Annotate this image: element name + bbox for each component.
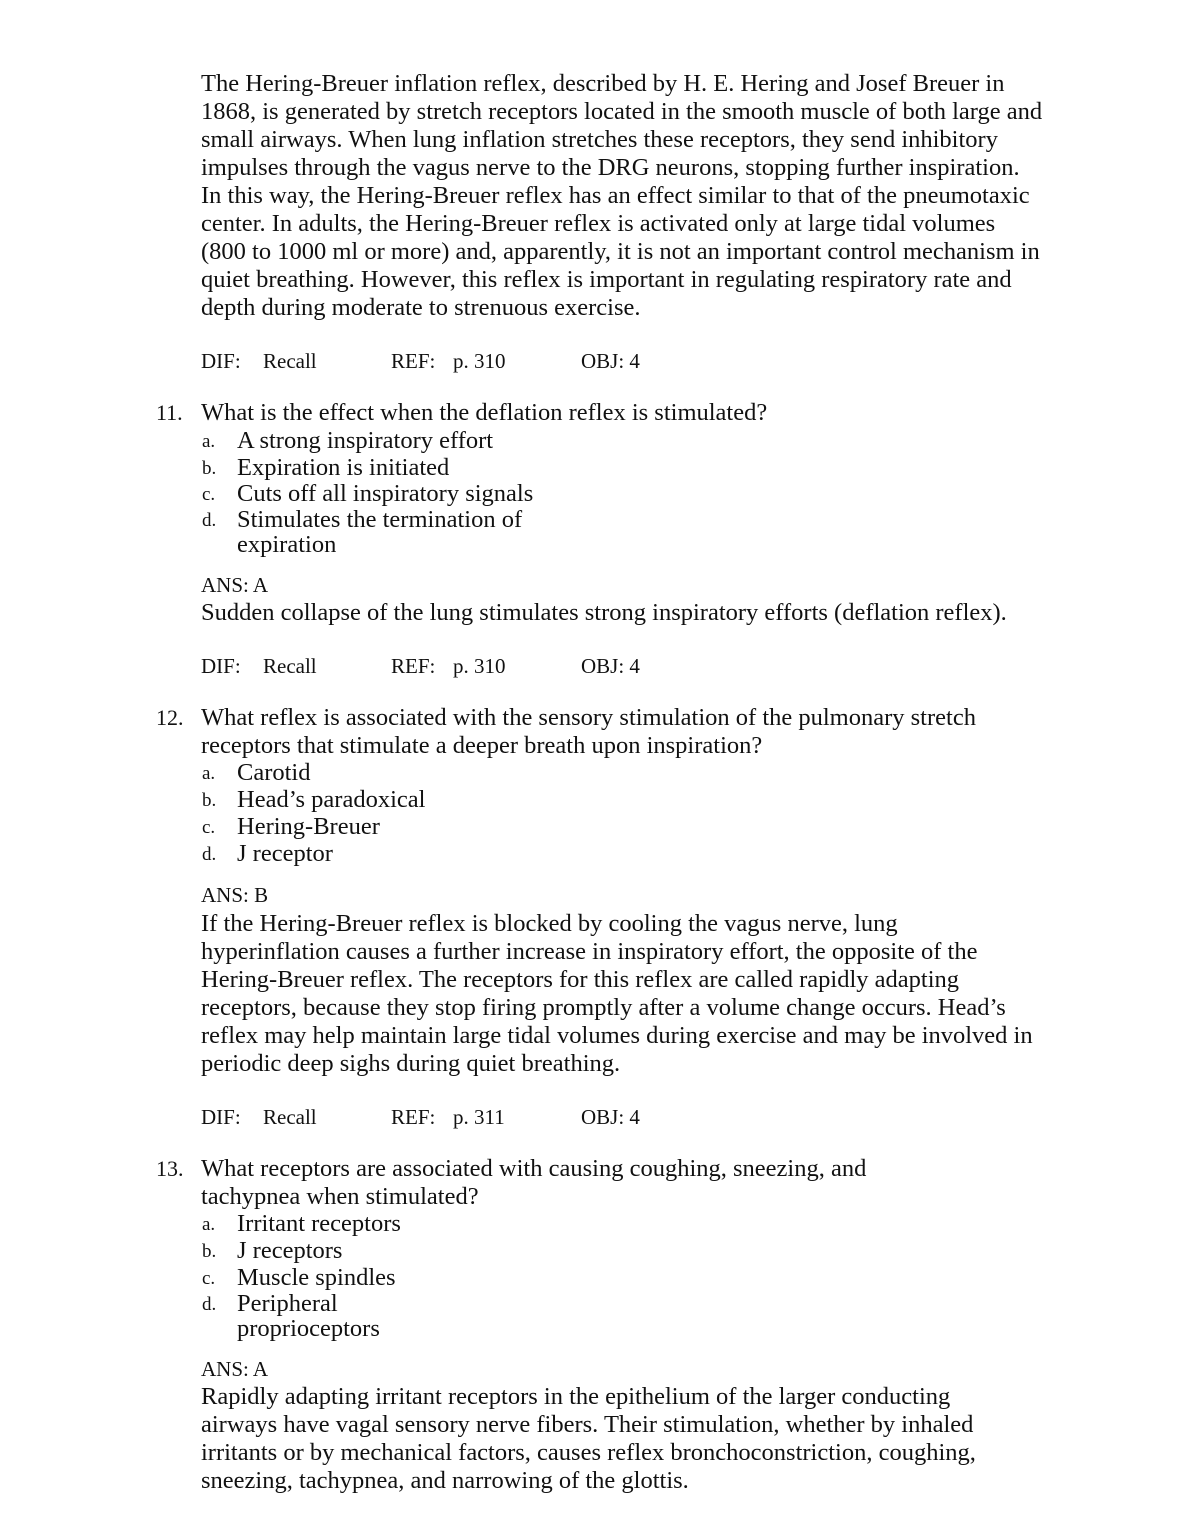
option-letter: a. [202, 763, 216, 784]
option-c: Cuts off all inspiratory signals [237, 480, 534, 507]
option-a: A strong inspiratory effort [237, 427, 494, 454]
rationale-line: reflex may help maintain large tidal volumes during exercise and may be involved in [201, 1022, 1033, 1049]
option-c: Muscle spindles [237, 1264, 396, 1291]
text-line: impulses through the vagus nerve to the DRG neurons, stopping further inspiration. [201, 154, 1020, 181]
ref-value: p. 310 [453, 349, 506, 373]
dif-value: Recall [263, 654, 317, 678]
question-number: 11. [156, 400, 183, 425]
rationale-line: irritants or by mechanical factors, causes reflex bronchoconstriction, coughing, [201, 1439, 976, 1466]
rationale-line: receptors, because they stop firing promptly after a volume change occurs. Head’s [201, 994, 1006, 1021]
rationale-line: If the Hering-Breuer reflex is blocked by cooling the vagus nerve, lung [201, 910, 898, 937]
answer: ANS: A [201, 1357, 269, 1381]
option-b: Expiration is initiated [237, 454, 450, 481]
question-text: What is the effect when the deflation reflex is stimulated? [201, 399, 768, 426]
option-d: Stimulates the termination of [237, 506, 523, 533]
option-a: Carotid [237, 759, 311, 786]
ref-label: REF: [391, 349, 436, 373]
answer: ANS: A [201, 573, 269, 597]
text-line: quiet breathing. However, this reflex is important in regulating respiratory rate and [201, 266, 1012, 293]
option-d: J receptor [237, 840, 333, 867]
option-letter: a. [202, 431, 216, 452]
dif-label: DIF: [201, 654, 241, 678]
option-c: Hering-Breuer [237, 813, 380, 840]
option-letter: b. [202, 790, 217, 811]
question-text: receptors that stimulate a deeper breath upon inspiration? [201, 732, 763, 759]
option-d: Peripheral [237, 1290, 338, 1317]
rationale-line: airways have vagal sensory nerve fibers. Their stimulation, whether by inhaled [201, 1411, 974, 1438]
question-text: tachypnea when stimulated? [201, 1183, 479, 1210]
dif-value: Recall [263, 349, 317, 373]
obj-value: OBJ: 4 [581, 654, 640, 678]
question-text: What reflex is associated with the sensory stimulation of the pulmonary stretch [201, 704, 976, 731]
question-number: 12. [156, 705, 184, 730]
option-letter: d. [202, 510, 217, 531]
question-text: What receptors are associated with causing coughing, sneezing, and [201, 1155, 867, 1182]
ref-label: REF: [391, 654, 436, 678]
dif-value: Recall [263, 1105, 317, 1129]
obj-value: OBJ: 4 [581, 349, 640, 373]
text-line: In this way, the Hering-Breuer reflex has an effect similar to that of the pneumotaxic [201, 182, 1030, 209]
dif-label: DIF: [201, 349, 241, 373]
option-d-cont: expiration [237, 531, 337, 558]
text-line: (800 to 1000 ml or more) and, apparently, it is not an important control mechanism in [201, 238, 1040, 265]
option-letter: a. [202, 1214, 216, 1235]
dif-label: DIF: [201, 1105, 241, 1129]
text-line: depth during moderate to strenuous exercise. [201, 294, 641, 321]
text-line: 1868, is generated by stretch receptors located in the smooth muscle of both large and [201, 98, 1043, 125]
rationale-line: Rapidly adapting irritant receptors in the epithelium of the larger conducting [201, 1383, 951, 1410]
option-letter: c. [202, 484, 216, 505]
option-b: J receptors [237, 1237, 343, 1264]
obj-value: OBJ: 4 [581, 1105, 640, 1129]
text-line: center. In adults, the Hering-Breuer reflex is activated only at large tidal volumes [201, 210, 996, 237]
rationale-line: Hering-Breuer reflex. The receptors for this reflex are called rapidly adapting [201, 966, 960, 993]
option-letter: d. [202, 1294, 217, 1315]
option-letter: d. [202, 844, 217, 865]
answer: ANS: B [201, 883, 269, 907]
ref-label: REF: [391, 1105, 436, 1129]
text-line: The Hering-Breuer inflation reflex, described by H. E. Hering and Josef Breuer in [201, 70, 1005, 97]
option-b: Head’s paradoxical [237, 786, 426, 813]
option-d-cont: proprioceptors [237, 1315, 380, 1342]
option-letter: b. [202, 1241, 217, 1262]
option-a: Irritant receptors [237, 1210, 401, 1237]
rationale-line: Sudden collapse of the lung stimulates strong inspiratory efforts (deflation reflex). [201, 599, 1007, 626]
rationale-line: hyperinflation causes a further increase in inspiratory effort, the opposite of the [201, 938, 978, 965]
rationale-line: periodic deep sighs during quiet breathing. [201, 1050, 621, 1077]
text-line: small airways. When lung inflation stretches these receptors, they send inhibitory [201, 126, 998, 153]
option-letter: b. [202, 458, 217, 479]
option-letter: c. [202, 1268, 216, 1289]
option-letter: c. [202, 817, 216, 838]
ref-value: p. 311 [453, 1105, 505, 1129]
rationale-line: sneezing, tachypnea, and narrowing of the glottis. [201, 1467, 689, 1494]
ref-value: p. 310 [453, 654, 506, 678]
question-number: 13. [156, 1156, 184, 1181]
